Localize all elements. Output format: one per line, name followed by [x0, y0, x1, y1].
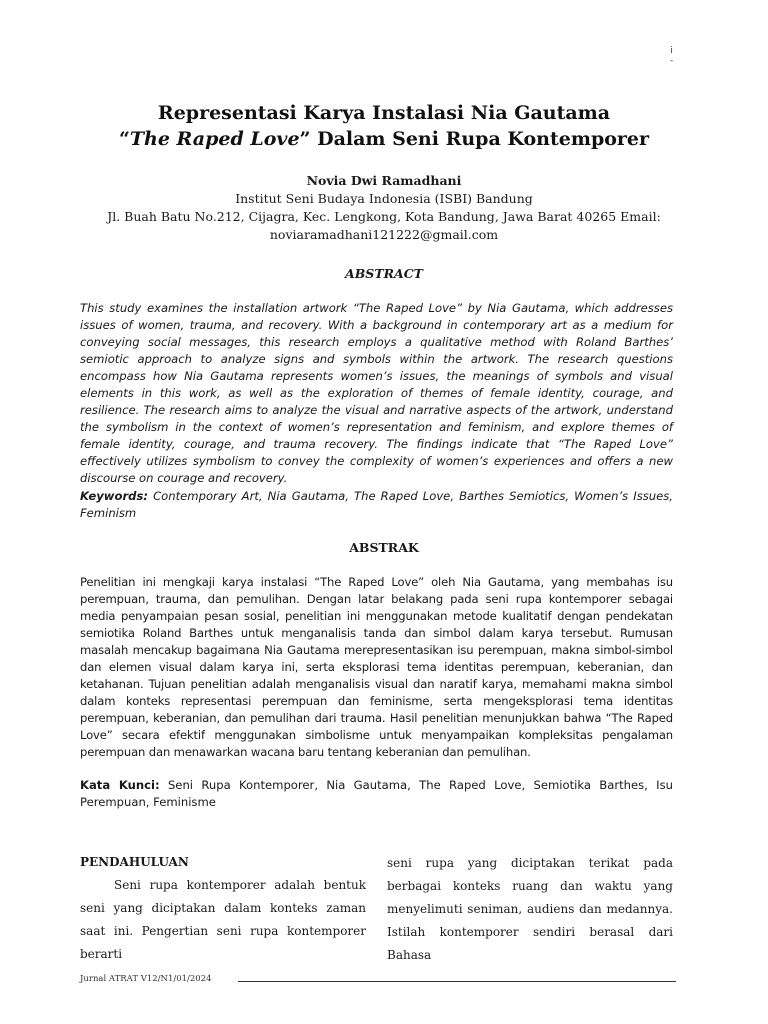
intro-right-text: seni rupa yang diciptakan terikat pada berbagai konteks ruang dan waktu yang menyelimuti seniman, audiens dan medannya. Istilah kontemporer sendiri berasal dari Bahasa — [387, 856, 673, 962]
abstrak-keywords — [80, 777, 673, 811]
intro-left-column — [80, 852, 366, 966]
keywords-list: Contemporary Art, Nia Gautama, The Raped Love, Barthes Semiotics, Women’s Issues, Feminism — [80, 489, 673, 520]
intro-left-text: Seni rupa kontemporer adalah bentuk seni yang diciptakan dalam konteks zaman saat ini. Pengertian seni rupa kontemporer berarti — [80, 878, 366, 961]
title-line-1: Representasi Karya Instalasi Nia Gautama — [157, 102, 611, 124]
title-italic-work: The Raped Love — [129, 128, 300, 150]
author-email[interactable]: noviaramadhani121222@gmail.com — [269, 227, 499, 242]
kata-kunci-label: Kata Kunci: — [80, 778, 160, 792]
intro-heading: PENDAHULUAN — [80, 855, 189, 869]
author-address: Jl. Buah Batu No.212, Cijagra, Kec. Lengkong, Kota Bandung, Jawa Barat 40265 Email: — [107, 209, 661, 224]
journal-footer: Jurnal ATRAT V12/N1/01/2024 — [80, 974, 212, 984]
footer-rule — [238, 981, 676, 982]
abstract-heading: ABSTRACT — [345, 266, 423, 281]
keywords-label: Keywords: — [80, 489, 148, 503]
abstract-body: This study examines the installation artwork “The Raped Love” by Nia Gautama, which addresses issues of women, trauma, and recovery. With a background in contemporary art as a medium for conveying social messages, this research employs a qualitative method with Roland Barthes’ semiotic approach to analyze signs and symbols within the artwork. The research questions encompass how Nia Gautama represents women’s issues, the meanings of symbols and visual elements in this work, as well as the exploration of themes of female identity, courage, and resilience. The research aims to analyze the visual and narrative aspects of the artwork, understand the symbolism in the context of women’s representation and feminism, and explore themes of female identity, courage, and trauma recovery. The findings indicate that “The Raped Love” effectively utilizes symbolism to convey the complexity of women’s experiences and offers a new discourse on courage and recovery. — [80, 301, 673, 485]
intro-right-column — [387, 852, 673, 967]
page-corner-mark: i - — [670, 46, 674, 66]
title-line-2 — [60, 126, 708, 152]
title-line-2-rest: ” Dalam Seni Rupa Kontemporer — [299, 128, 650, 150]
abstract-keywords — [80, 488, 673, 522]
author-block — [80, 172, 688, 244]
author-institution: Institut Seni Budaya Indonesia (ISBI) Bandung — [235, 191, 533, 206]
abstrak-body: Penelitian ini mengkaji karya instalasi “The Raped Love” oleh Nia Gautama, yang membahas isu perempuan, trauma, dan pemulihan. Dengan latar belakang pada seni rupa kontemporer sebagai media penyampaian pesan sosial, penelitian ini menggunakan metode kualitatif dengan pendekatan semiotika Roland Barthes untuk menganalisis tanda dan simbol dalam karya tersebut. Rumusan masalah mencakup bagaimana Nia Gautama merepresentasikan isu perempuan, makna simbol-simbol dan elemen visual dalam karya ini, serta eksplorasi tema identitas perempuan, keberanian, dan ketahanan. Tujuan penelitian adalah menganalisis visual dan naratif karya, memahami makna simbol dalam konteks representasi perempuan dan feminisme, serta mengeksplorasi tema identitas perempuan, keberanian, dan pemulihan dari trauma. Hasil penelitian menunjukkan bahwa “The Raped Love” secara efektif menggunakan simbolisme untuk menyampaikan kompleksitas pengalaman perempuan dan menawarkan wacana baru tentang keberanian dan pemulihan. — [80, 575, 673, 759]
paper-title — [60, 100, 708, 152]
title-quote-open: “ — [118, 128, 130, 150]
kata-kunci-list: Seni Rupa Kontemporer, Nia Gautama, The Raped Love, Semiotika Barthes, Isu Perempuan, Feminisme — [80, 778, 673, 809]
author-name: Novia Dwi Ramadhani — [306, 173, 462, 188]
abstrak-heading: ABSTRAK — [349, 540, 419, 555]
